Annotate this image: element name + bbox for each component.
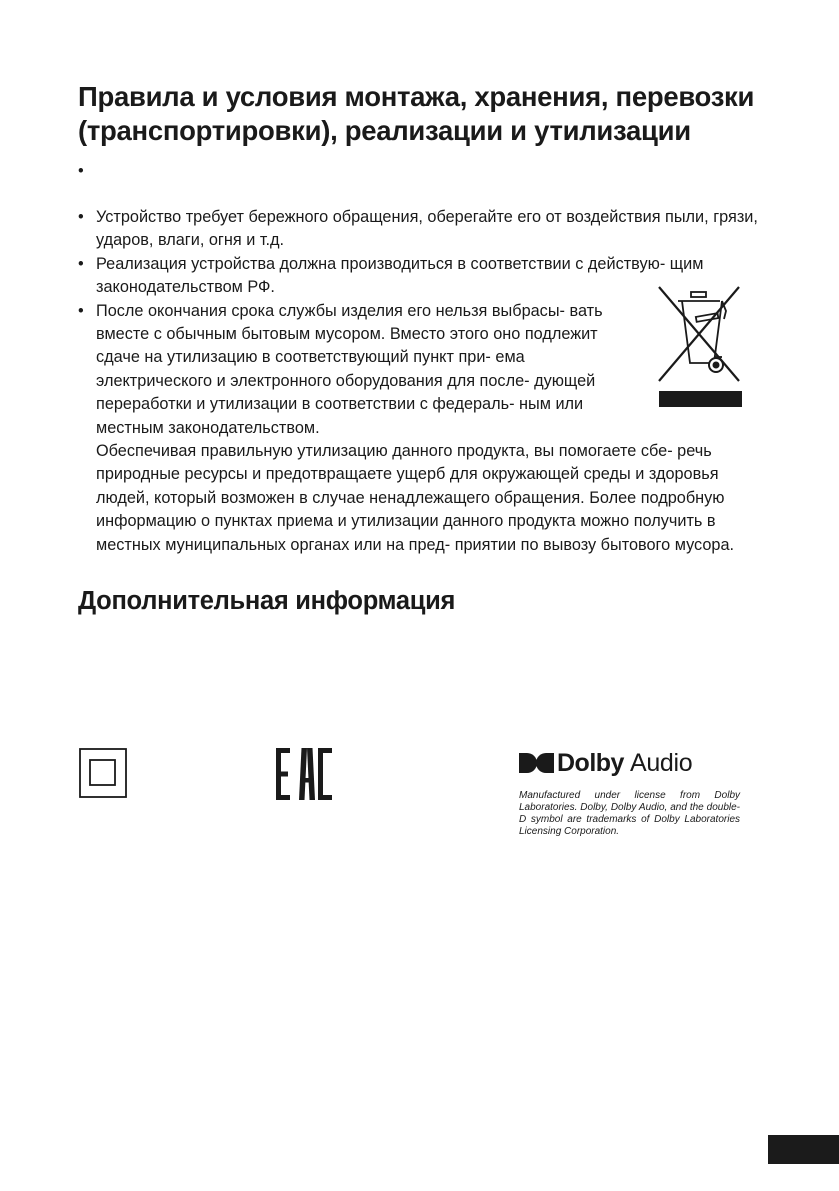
list-item-sale: • Реализация устройства должна производиться в соответствии с действую- щим законодательством РФ. <box>78 253 768 300</box>
section-title: Дополнительная информация <box>78 587 456 615</box>
recycling-paragraph: Обеспечивая правильную утилизацию данного продукта, вы помогаете сбе- речь природные ресурсы и предотвращаете ущерб для окружающей среды и здоровья людей, который возможен в случае ненадлежащего обращения. Более подробную информацию о пунктах приема и утилизации данного продукта можно получить в местных муниципальных органах или на пред- приятии по вывозу бытового мусора. <box>96 442 735 554</box>
list-item-handling: • Устройство требует бережного обращения, оберегайте его от воздействия пыли, грязи, ударов, влаги, огня и т.д. <box>78 206 768 253</box>
dolby-audio-logo <box>519 748 740 778</box>
dolby-product-text: Audio <box>629 748 693 777</box>
crossed-out-wheelie-bin-icon <box>656 285 742 409</box>
dolby-audio-block <box>519 748 740 838</box>
list-item-disposal: • После окончания срока службы изделия его нельзя выбрасы- вать вместе с обычным бытовым мусором. Вместо этого оно подлежит сдаче на утилизацию в соответствующий пункт при- ема электрического и электронного оборудования для после- дующей переработки и утилизации в соответствии с федераль- ным или местным законодательством. <box>78 300 634 440</box>
dolby-license-text: Manufactured under license from Dolby Laboratories. Dolby, Dolby Audio, and the double-D symbol are trademarks of Dolby Laboratories Licensing Corporation. <box>519 790 740 837</box>
page-title: Правила и условия монтажа, хранения, перевозки (транспортировки), реализации и утилизации <box>78 81 755 146</box>
double-insulation-icon <box>79 748 127 798</box>
list-item-empty <box>78 160 768 183</box>
double-d-icon <box>519 751 554 775</box>
page-edge-tab <box>768 1135 839 1164</box>
dolby-brand-text: Dolby <box>557 748 624 777</box>
eac-mark-icon <box>276 748 332 800</box>
